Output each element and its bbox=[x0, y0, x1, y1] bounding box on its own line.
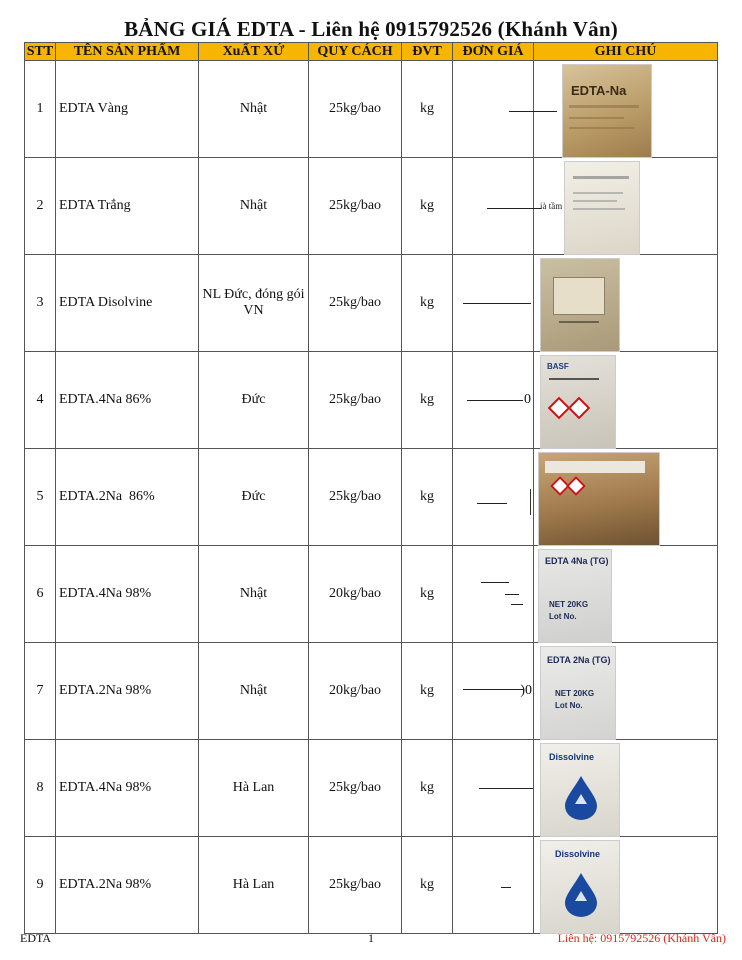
row-spec: 25kg/bao bbox=[309, 352, 402, 449]
table-row bbox=[25, 740, 718, 837]
bag-net: NET 20KG bbox=[555, 689, 595, 698]
row-product-name: EDTA Trắng bbox=[56, 158, 199, 255]
bag-brand: Dissolvine bbox=[555, 849, 601, 859]
table-row bbox=[25, 643, 718, 740]
row-stt: 7 bbox=[25, 643, 56, 740]
product-photo bbox=[540, 646, 616, 740]
row-unit: kg bbox=[402, 837, 453, 934]
bag-lot: Lot No. bbox=[549, 612, 577, 621]
row-stt: 8 bbox=[25, 740, 56, 837]
col-header-price: ĐƠN GIÁ bbox=[453, 43, 534, 61]
price-table bbox=[24, 42, 718, 934]
product-photo bbox=[538, 549, 612, 643]
row-product-name: EDTA.4Na 98% bbox=[56, 740, 199, 837]
row-unit: kg bbox=[402, 546, 453, 643]
product-photo bbox=[538, 452, 660, 546]
table-row bbox=[25, 352, 718, 449]
row-spec: 25kg/bao bbox=[309, 449, 402, 546]
row-price bbox=[453, 643, 534, 740]
bag-fragment-text: ià tầm bbox=[540, 201, 563, 211]
row-note bbox=[534, 643, 718, 740]
col-header-stt: STT bbox=[25, 43, 56, 61]
bag-brand: BASF bbox=[547, 362, 569, 371]
row-price bbox=[453, 837, 534, 934]
bag-net: NET 20KG bbox=[549, 600, 589, 609]
row-stt: 5 bbox=[25, 449, 56, 546]
col-header-note: GHI CHÚ bbox=[534, 43, 718, 61]
redaction-line bbox=[479, 788, 533, 789]
bag-label: EDTA-Na bbox=[571, 83, 627, 98]
footer-page-number: 1 bbox=[368, 931, 374, 945]
row-note bbox=[534, 158, 718, 255]
bag-lot: Lot No. bbox=[555, 701, 583, 710]
row-origin: Đức bbox=[199, 352, 309, 449]
row-price bbox=[453, 449, 534, 546]
row-unit: kg bbox=[402, 643, 453, 740]
row-origin: NL Đức, đóng gói VN bbox=[199, 255, 309, 352]
row-note bbox=[534, 449, 718, 546]
row-price bbox=[453, 255, 534, 352]
table-header-row bbox=[25, 43, 718, 61]
row-stt: 9 bbox=[25, 837, 56, 934]
row-stt: 2 bbox=[25, 158, 56, 255]
row-note bbox=[534, 546, 718, 643]
row-note bbox=[534, 352, 718, 449]
price-fragment: )0 bbox=[520, 683, 532, 698]
row-spec: 20kg/bao bbox=[309, 643, 402, 740]
table-row bbox=[25, 546, 718, 643]
row-stt: 1 bbox=[25, 61, 56, 158]
row-origin: Hà Lan bbox=[199, 837, 309, 934]
product-photo bbox=[540, 743, 620, 837]
row-spec: 25kg/bao bbox=[309, 740, 402, 837]
row-stt: 3 bbox=[25, 255, 56, 352]
row-note bbox=[534, 837, 718, 934]
product-photo bbox=[540, 258, 620, 352]
bag-label: EDTA 4Na (TG) bbox=[545, 556, 609, 566]
footer-doc-name: EDTA bbox=[20, 931, 52, 945]
row-note bbox=[534, 61, 718, 158]
row-price bbox=[453, 546, 534, 643]
col-header-origin: XuẤT XỨ bbox=[199, 43, 309, 61]
row-stt: 4 bbox=[25, 352, 56, 449]
row-origin: Nhật bbox=[199, 61, 309, 158]
table-row bbox=[25, 449, 718, 546]
redaction-line bbox=[463, 689, 523, 690]
bag-brand: Dissolvine bbox=[549, 752, 595, 762]
row-spec: 25kg/bao bbox=[309, 158, 402, 255]
table-row bbox=[25, 255, 718, 352]
redaction-mark bbox=[530, 489, 531, 515]
row-unit: kg bbox=[402, 255, 453, 352]
footer-contact: Liên hệ: 0915792526 (Khánh Vân) bbox=[557, 931, 726, 945]
droplet-icon bbox=[561, 871, 601, 917]
droplet-icon bbox=[561, 774, 601, 820]
col-header-spec: QUY CÁCH bbox=[309, 43, 402, 61]
table-row bbox=[25, 61, 718, 158]
redaction-line bbox=[505, 594, 519, 595]
row-product-name: EDTA.4Na 98% bbox=[56, 546, 199, 643]
redaction-line bbox=[481, 582, 509, 583]
row-unit: kg bbox=[402, 352, 453, 449]
row-origin: Nhật bbox=[199, 158, 309, 255]
row-spec: 25kg/bao bbox=[309, 61, 402, 158]
redaction-line bbox=[463, 303, 531, 304]
table-row bbox=[25, 158, 718, 255]
row-spec: 25kg/bao bbox=[309, 255, 402, 352]
row-origin: Nhật bbox=[199, 546, 309, 643]
row-spec: 20kg/bao bbox=[309, 546, 402, 643]
row-origin: Nhật bbox=[199, 643, 309, 740]
row-origin: Hà Lan bbox=[199, 740, 309, 837]
row-price bbox=[453, 158, 534, 255]
row-price bbox=[453, 740, 534, 837]
row-note bbox=[534, 255, 718, 352]
row-product-name: EDTA.2Na 98% bbox=[56, 643, 199, 740]
product-photo bbox=[540, 355, 616, 449]
redaction-line bbox=[477, 503, 507, 504]
row-price bbox=[453, 352, 534, 449]
col-header-unit: ĐVT bbox=[402, 43, 453, 61]
table-row bbox=[25, 837, 718, 934]
product-photo bbox=[540, 840, 620, 934]
row-product-name: EDTA.2Na 98% bbox=[56, 837, 199, 934]
page-title: BẢNG GIÁ EDTA - Liên hệ 0915792526 (Khánh Vân) bbox=[124, 17, 618, 41]
product-photo bbox=[564, 161, 640, 255]
row-product-name: EDTA.4Na 86% bbox=[56, 352, 199, 449]
redaction-line bbox=[501, 887, 511, 888]
row-stt: 6 bbox=[25, 546, 56, 643]
row-spec: 25kg/bao bbox=[309, 837, 402, 934]
row-price bbox=[453, 61, 534, 158]
bag-label: EDTA 2Na (TG) bbox=[547, 655, 611, 665]
row-unit: kg bbox=[402, 158, 453, 255]
row-origin: Đức bbox=[199, 449, 309, 546]
row-product-name: EDTA.2Na 86% bbox=[56, 449, 199, 546]
row-unit: kg bbox=[402, 740, 453, 837]
price-fragment: 0 bbox=[524, 392, 531, 407]
row-note bbox=[534, 740, 718, 837]
row-unit: kg bbox=[402, 449, 453, 546]
product-photo bbox=[562, 64, 652, 158]
redaction-line bbox=[511, 604, 523, 605]
row-unit: kg bbox=[402, 61, 453, 158]
row-product-name: EDTA Disolvine bbox=[56, 255, 199, 352]
redaction-line bbox=[467, 400, 523, 401]
col-header-product: TÊN SẢN PHẨM bbox=[56, 43, 199, 61]
row-product-name: EDTA Vàng bbox=[56, 61, 199, 158]
